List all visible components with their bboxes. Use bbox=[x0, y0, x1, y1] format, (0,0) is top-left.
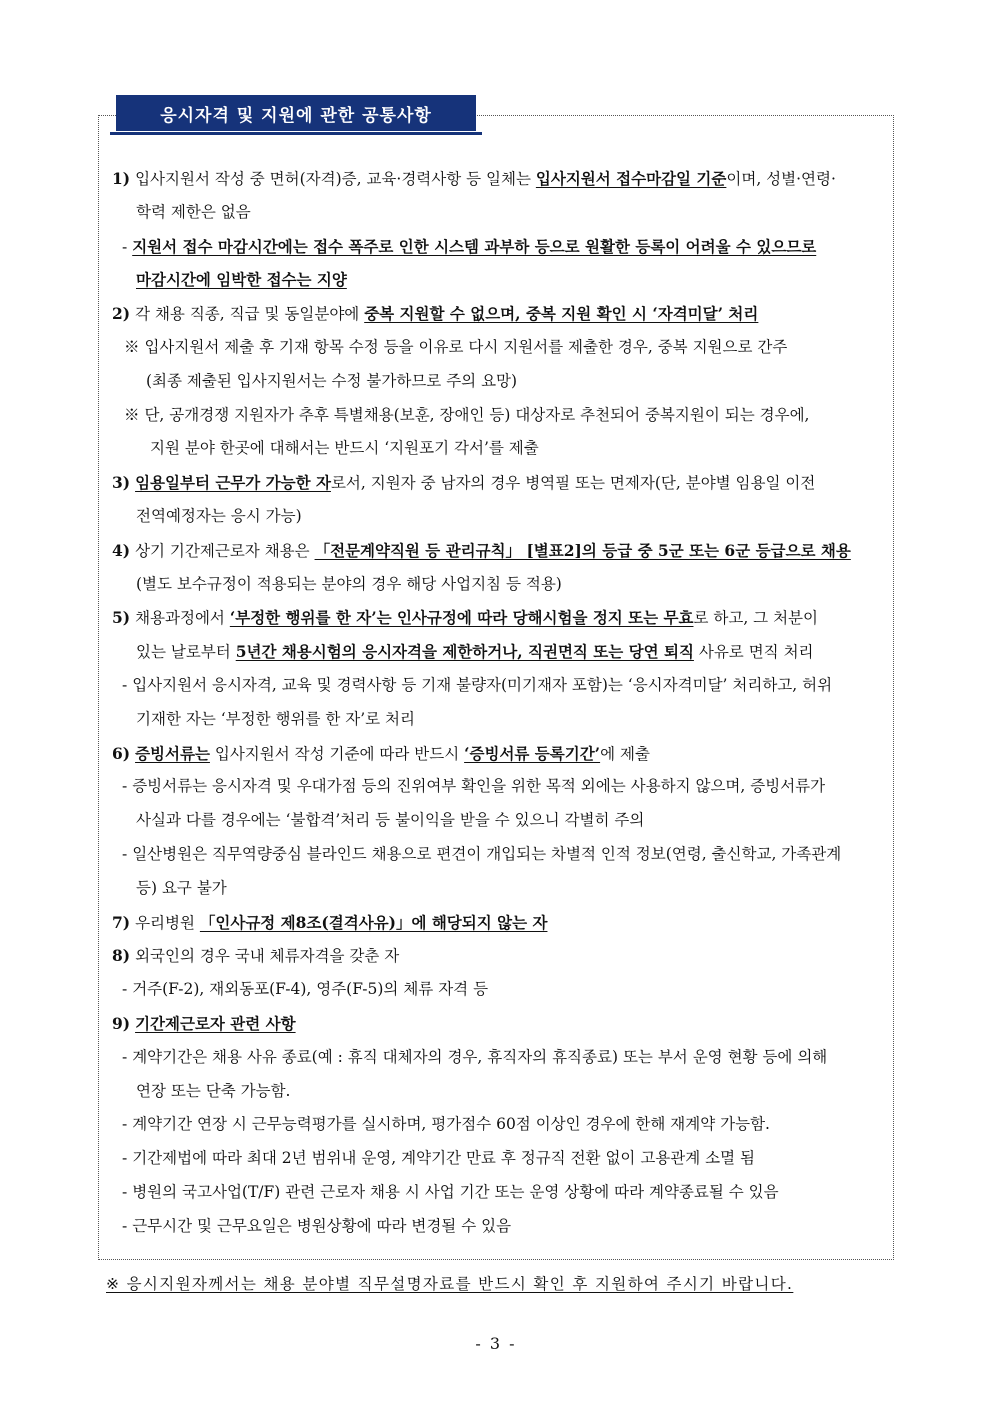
item-2-line-1: 2) 각 채용 직종, 직급 및 동일분야에 중복 지원할 수 없으며, 중복 지원 확인 시 ‘자격미달’ 처리 bbox=[112, 304, 759, 324]
item-9-sub-4: - 병원의 국고사업(T/F) 관련 근로자 채용 시 사업 기간 또는 운영 상황에 따라 계약종료될 수 있음 bbox=[122, 1182, 779, 1201]
item-2-note-1-line-2: (최종 제출된 입사지원서는 수정 불가하므로 주의 요망) bbox=[146, 371, 518, 390]
item-number: 1) bbox=[112, 169, 131, 188]
item-9-line-1: 9) 기간제근로자 관련 사항 bbox=[112, 1013, 296, 1033]
section-title: 응시자격 및 지원에 관한 공통사항 bbox=[116, 95, 476, 131]
item-number: 4) bbox=[112, 540, 131, 560]
item-number: 5) bbox=[112, 608, 131, 628]
item-6-sub-2-line-2: 등) 요구 불가 bbox=[136, 878, 227, 897]
item-6-line-1: 6) 증빙서류는 입사지원서 작성 기준에 따라 반드시 ‘증빙서류 등록기간’에 제출 bbox=[112, 743, 650, 763]
item-9-sub-1-line-2: 연장 또는 단축 가능함. bbox=[136, 1081, 291, 1100]
item-2-note-2-line-2: 지원 분야 한곳에 대해서는 반드시 ‘지원포기 각서’를 제출 bbox=[150, 439, 539, 458]
item-9-sub-1-line-1: - 계약기간은 채용 사유 종료(예 : 휴직 대체자의 경우, 휴직자의 휴직종료) 또는 부서 운영 현황 등에 의해 bbox=[122, 1047, 828, 1066]
item-5-sub-line-1: - 입사지원서 응시자격, 교육 및 경력사항 등 기재 불량자(미기재자 포함)는 ‘응시자격미달’ 처리하고, 허위 bbox=[122, 675, 833, 694]
item-6-sub-1-line-1: - 증빙서류는 응시자격 및 우대가점 등의 진위여부 확인을 위한 목적 외에는 사용하지 않으며, 증빙서류가 bbox=[122, 777, 826, 796]
item-9-sub-3: - 기간제법에 따라 최대 2년 범위내 운영, 계약기간 만료 후 정규직 전환 없이 고용관계 소멸 됨 bbox=[122, 1149, 755, 1168]
item-6-sub-1-line-2: 사실과 다를 경우에는 ‘불합격’처리 등 불이익을 받을 수 있으니 각별히 주의 bbox=[136, 811, 645, 830]
item-2-note-2-line-1: ※ 단, 공개경쟁 지원자가 추후 특별채용(보훈, 장애인 등) 대상자로 추천되어 중복지원이 되는 경우에, bbox=[124, 405, 810, 424]
item-9-sub-2: - 계약기간 연장 시 근무능력평가를 실시하며, 평가점수 60점 이상인 경우에 한해 재계약 가능함. bbox=[122, 1115, 770, 1134]
item-8-line-1: 8) 외국인의 경우 국내 체류자격을 갖춘 자 bbox=[112, 946, 400, 966]
item-8-sub-line: - 거주(F-2), 재외동포(F-4), 영주(F-5)의 체류 자격 등 bbox=[122, 980, 489, 999]
item-5-sub-line-2: 기재한 자는 ‘부정한 행위를 한 자’로 처리 bbox=[136, 709, 415, 728]
item-3-line-2: 전역예정자는 응시 가능) bbox=[136, 506, 302, 525]
item-1-line-1: 1) 입사지원서 작성 중 면허(자격)증, 교육·경력사항 등 일체는 입사지원서 접수마감일 기준이며, 성별·연령· bbox=[112, 169, 836, 188]
item-number: 8) bbox=[112, 946, 131, 966]
item-number: 2) bbox=[112, 304, 131, 324]
item-5-line-2: 있는 날로부터 5년간 채용시험의 응시자격을 제한하거나, 직권면직 또는 당연 퇴직 사유로 면직 처리 bbox=[136, 642, 814, 662]
item-1-line-2: 학력 제한은 없음 bbox=[136, 202, 251, 221]
item-number: 7) bbox=[112, 912, 131, 932]
item-6-sub-2-line-1: - 일산병원은 직무역량중심 블라인드 채용으로 편견이 개입되는 차별적 인적 정보(연령, 출신학교, 가족관계 bbox=[122, 844, 842, 863]
item-3-line-1: 3) 임용일부터 근무가 가능한 자로서, 지원자 중 남자의 경우 병역필 또는 면제자(단, 분야별 임용일 이전 bbox=[112, 473, 816, 493]
item-9-sub-5: - 근무시간 및 근무요일은 병원상황에 따라 변경될 수 있음 bbox=[122, 1216, 512, 1235]
footer-note: ※ 응시지원자께서는 채용 분야별 직무설명자료를 반드시 확인 후 지원하여 주시기 바랍니다. bbox=[106, 1275, 794, 1293]
item-1-sub-line-1: - 지원서 접수 마감시간에는 접수 폭주로 인한 시스템 과부하 등으로 원활한 등록이 어려울 수 있으므로 bbox=[122, 236, 817, 256]
item-5-line-1: 5) 채용과정에서 ‘부정한 행위를 한 자’는 인사규정에 따라 당해시험을 정지 또는 무효로 하고, 그 처분이 bbox=[112, 608, 818, 628]
item-number: 9) bbox=[112, 1013, 131, 1033]
item-4-line-1: 4) 상기 기간제근로자 채용은 「전문계약직원 등 관리규칙」 [별표2]의 등급 중 5군 또는 6군 등급으로 채용 bbox=[112, 540, 851, 560]
item-4-line-2: (별도 보수규정이 적용되는 분야의 경우 해당 사업지침 등 적용) bbox=[136, 574, 562, 593]
item-2-note-1-line-1: ※ 입사지원서 제출 후 기재 항목 수정 등을 이유로 다시 지원서를 제출한 경우, 중복 지원으로 간주 bbox=[124, 337, 788, 356]
item-number: 3) bbox=[112, 473, 131, 493]
item-1-sub-line-2: 마감시간에 임박한 접수는 지양 bbox=[136, 270, 347, 290]
item-number: 6) bbox=[112, 743, 131, 763]
item-7-line-1: 7) 우리병원 「인사규정 제8조(결격사유)」에 해당되지 않는 자 bbox=[112, 912, 548, 932]
section-content bbox=[112, 162, 884, 1244]
page-number: - 3 - bbox=[475, 1334, 517, 1353]
